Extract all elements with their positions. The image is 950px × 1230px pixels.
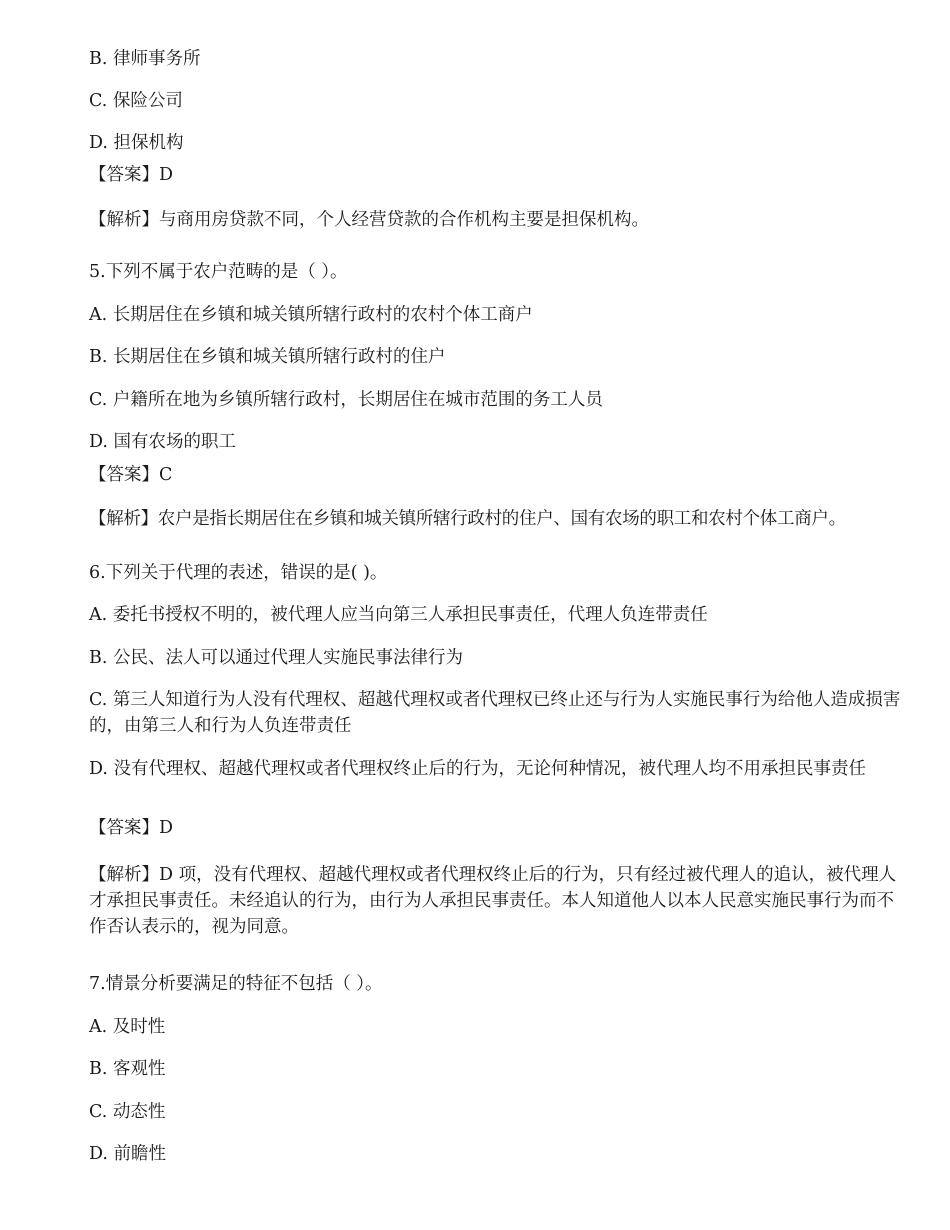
q7-question: 7.情景分析要满足的特征不包括（ ）。 [89, 974, 383, 994]
q5-option-b: B. 长期居住在乡镇和城关镇所辖行政村的住户 [89, 347, 446, 367]
q6-option-d: D. 没有代理权、超越代理权或者代理权终止后的行为，无论何种情况，被代理人均不用承担民事责任 [89, 759, 867, 779]
q4-option-b: B. 律师事务所 [89, 49, 201, 69]
q4-option-d: D. 担保机构 [89, 133, 184, 153]
q5-analysis: 【解析】农户是指长期居住在乡镇和城关镇所辖行政村的住户、国有农场的职工和农村个体工商户。 [89, 509, 846, 529]
q4-analysis: 【解析】与商用房贷款不同，个人经营贷款的合作机构主要是担保机构。 [89, 210, 649, 230]
q7-option-d: D. 前瞻性 [89, 1144, 167, 1164]
q7-option-c: C. 动态性 [89, 1102, 166, 1122]
q5-option-a: A. 长期居住在乡镇和城关镇所辖行政村的农村个体工商户 [89, 305, 533, 325]
q6-option-b: B. 公民、法人可以通过代理人实施民事法律行为 [89, 648, 463, 668]
q6-option-a: A. 委托书授权不明的，被代理人应当向第三人承担民事责任，代理人负连带责任 [89, 605, 708, 625]
q4-option-c: C. 保险公司 [89, 91, 183, 111]
q5-answer: 【答案】C [89, 465, 173, 485]
q6-answer: 【答案】D [89, 818, 174, 838]
q6-question: 6.下列关于代理的表述，错误的是( )。 [89, 563, 388, 583]
q6-option-c: C. 第三人知道行为人没有代理权、超越代理权或者代理权已终止还与行为人实施民事行为给他人造成损害的，由第三人和行为人负连带责任 [89, 690, 901, 736]
q5-option-d: D. 国有农场的职工 [89, 432, 237, 452]
q4-answer: 【答案】D [89, 165, 174, 185]
q5-option-c: C. 户籍所在地为乡镇所辖行政村，长期居住在城市范围的务工人员 [89, 390, 603, 410]
q6-analysis: 【解析】D 项，没有代理权、超越代理权或者代理权终止后的行为，只有经过被代理人的追认，被代理人才承担民事责任。未经追认的行为，由行为人承担民事责任。本人知道他人以本人民意实施民事行为而不作否认表示的，视为同意。 [89, 865, 897, 937]
q7-option-a: A. 及时性 [89, 1017, 166, 1037]
q5-question: 5.下列不属于农户范畴的是（ ）。 [89, 262, 348, 282]
q7-option-b: B. 客观性 [89, 1059, 166, 1079]
